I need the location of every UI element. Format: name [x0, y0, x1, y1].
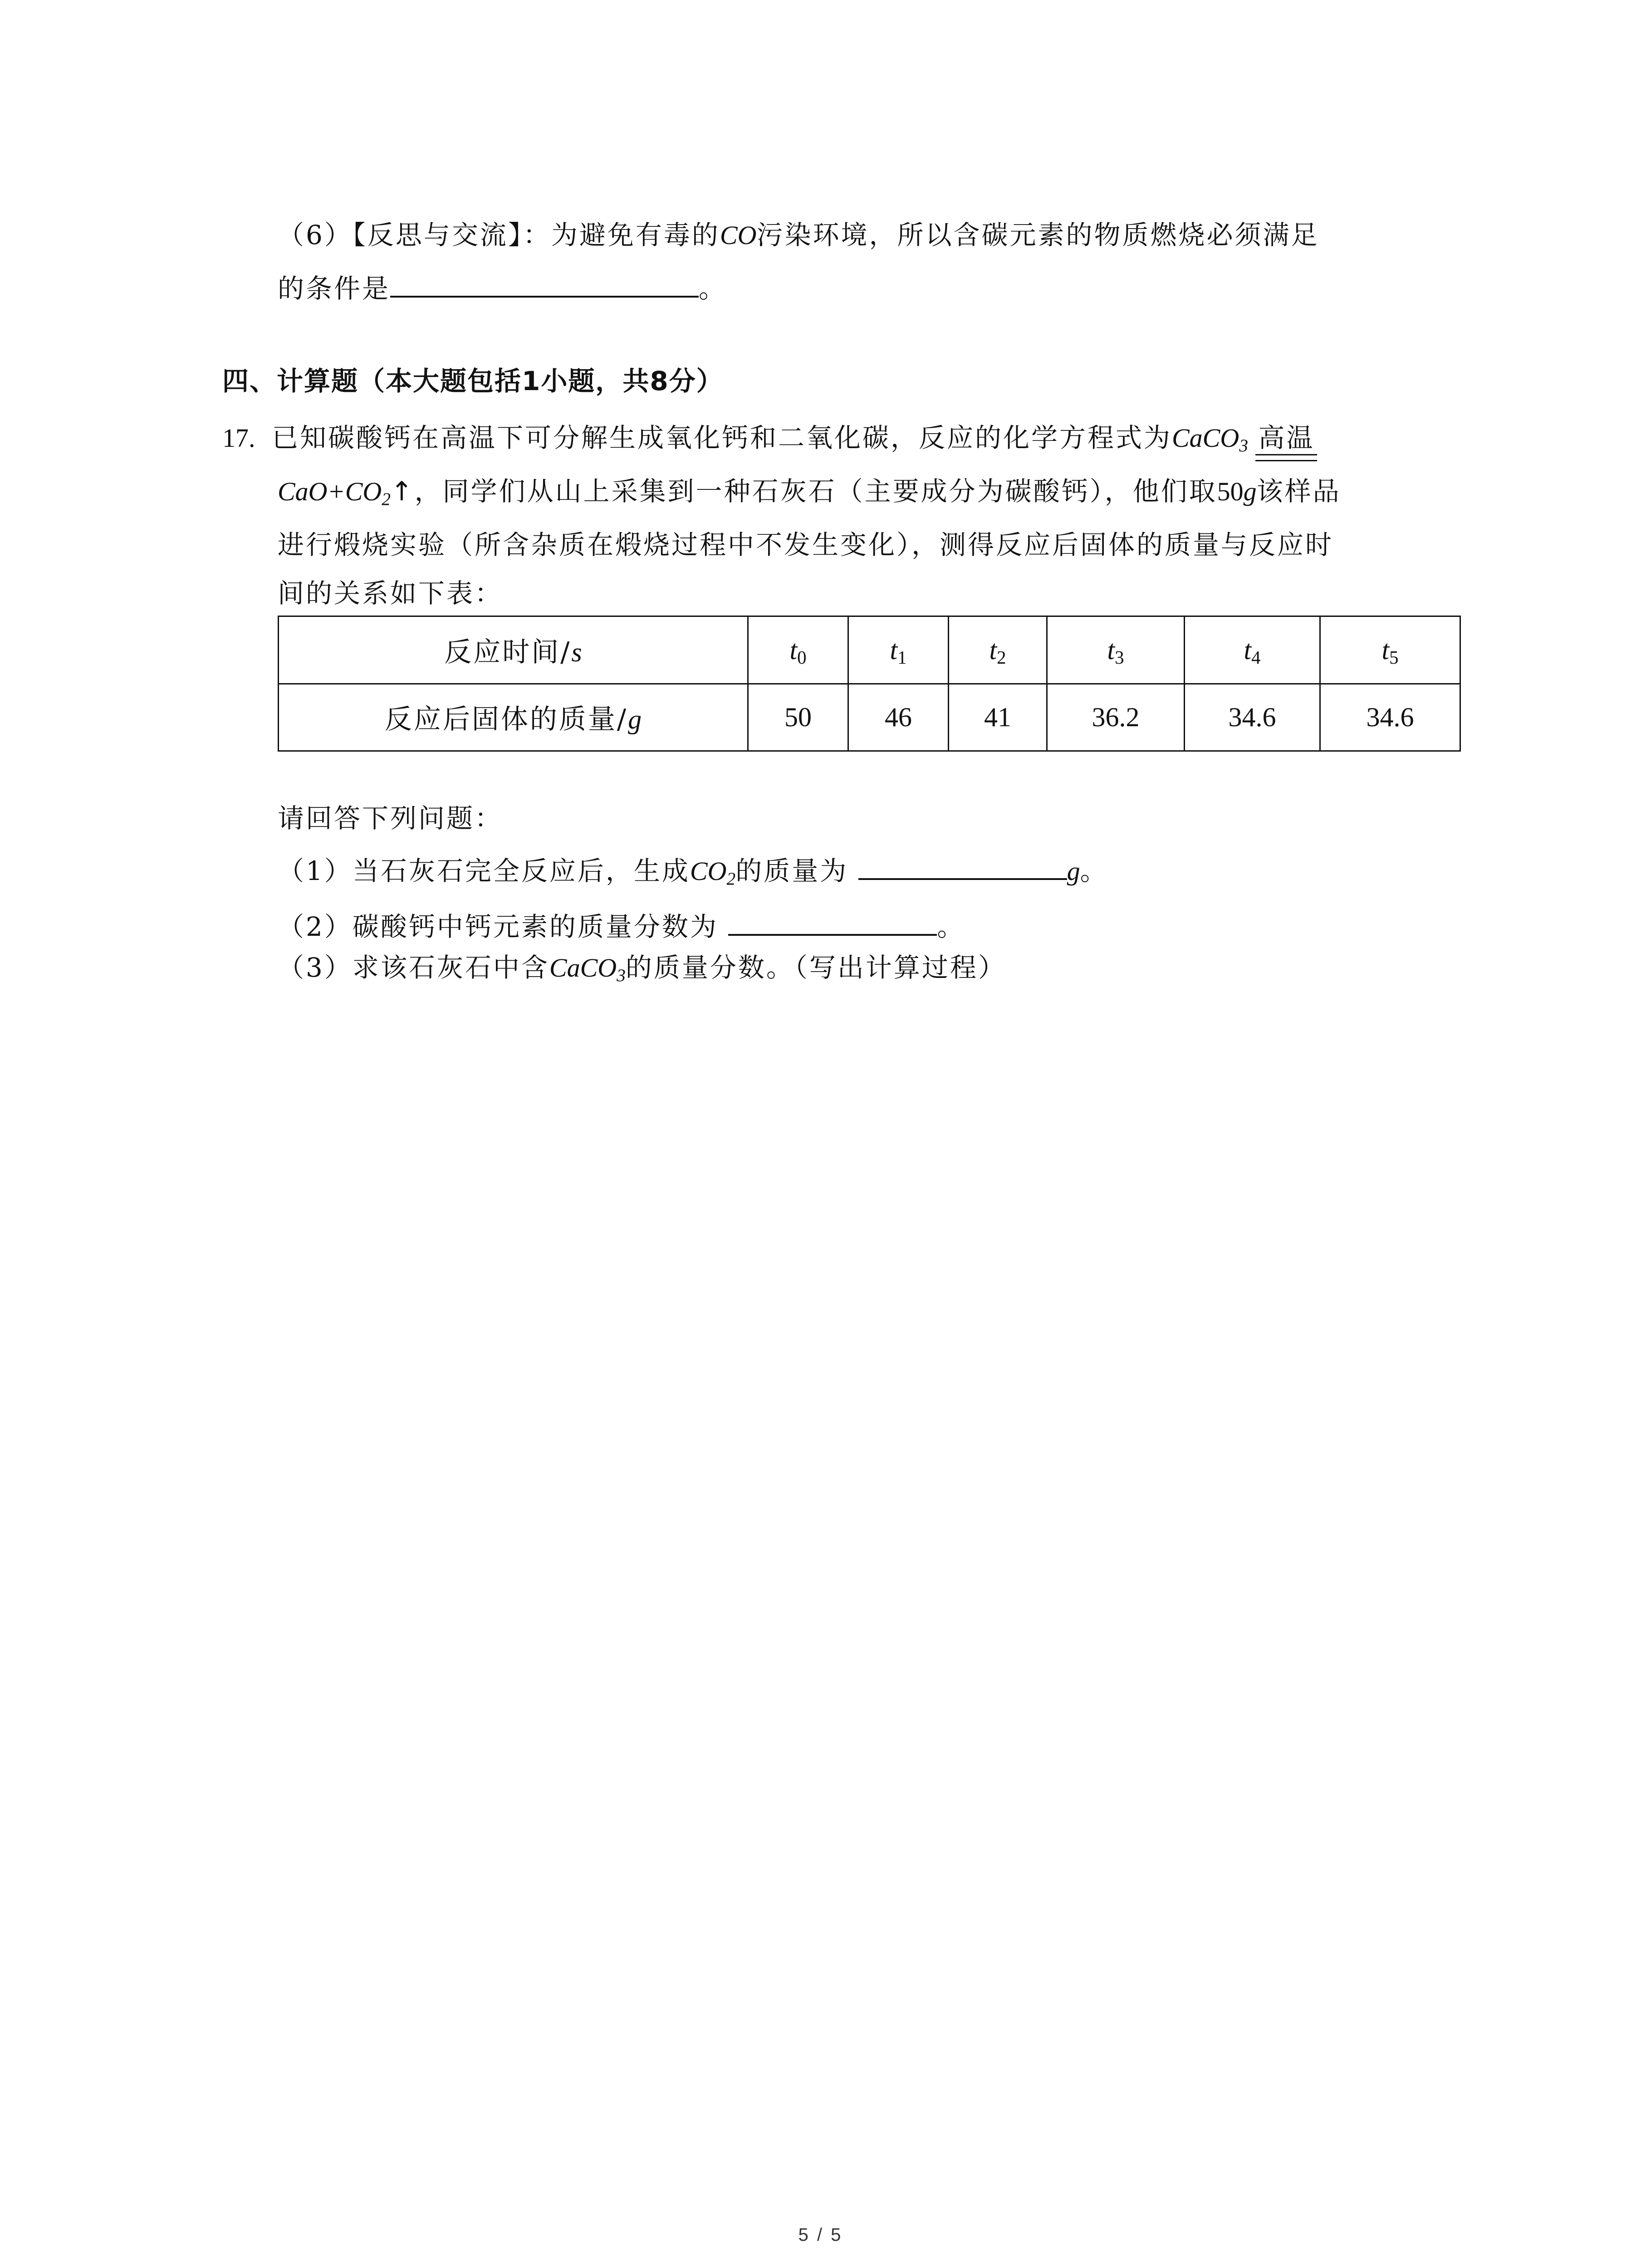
q17-text-4: 进行煅烧实验（所含杂质在煅烧过程中不发生变化），测得反应后固体的质量与反应时: [278, 529, 1334, 560]
page-indicator: 5 / 5: [798, 2225, 843, 2245]
caco3-formula: CaCO$_3$: [1171, 423, 1248, 455]
q16-period: 。: [699, 273, 727, 304]
co-formula: CO: [720, 220, 757, 250]
q16-line-1: [278, 217, 1319, 254]
q17-line-2: [278, 473, 1341, 510]
table-cell-time: $t_0$: [748, 616, 848, 684]
q17-text-5: 间的关系如下表：: [278, 578, 503, 609]
part-1-unit: g: [1067, 856, 1080, 886]
part-2-answer-blank[interactable]: [728, 910, 937, 936]
q17-part-2: （2）碳酸钙中钙元素的质量分数为 。: [278, 911, 965, 942]
q17-line-4: [278, 575, 503, 611]
table-header-mass: 反应后固体的质量/g: [279, 684, 748, 751]
q16-answer-blank[interactable]: [390, 272, 699, 298]
q16-text-b: 污染环境，所以含碳元素的物质燃烧必须满足: [756, 220, 1319, 250]
table-cell-time: $t_2$: [949, 616, 1047, 684]
co2-formula: $CO_2$: [690, 856, 736, 889]
q17-line-1: [222, 420, 1314, 459]
reaction-data-table: [278, 616, 1461, 752]
q17-part-3: （3）求该石灰石中含CaCO$_3$的质量分数。（写出计算过程）: [278, 952, 1006, 985]
q17-line-3: [278, 527, 1333, 563]
table-row: [279, 616, 1460, 684]
caco3-formula: CaCO$_3$: [549, 953, 626, 985]
q16-line-2: [278, 270, 727, 307]
question-number: 17.: [222, 423, 255, 453]
q16-text-c: 的条件是: [278, 273, 391, 304]
table-cell-mass: 34.6: [1185, 684, 1320, 751]
q17-text-1: 已知碳酸钙在高温下可分解生成氧化钙和二氧化碳，反应的化学方程式为: [271, 422, 1172, 453]
q17-part-1: （1）当石灰石完全反应后，生成$CO_2$的质量为 g。: [278, 855, 1108, 889]
sample-unit: g: [1243, 477, 1257, 506]
table-cell-mass: 41: [949, 684, 1047, 751]
table-cell-time: $t_4$: [1185, 616, 1320, 684]
table-cell-mass: 50: [748, 684, 848, 751]
table-cell-time: $t_5$: [1320, 616, 1460, 684]
table-header-time: 反应时间/s: [279, 616, 748, 684]
table-cell-mass: 46: [848, 684, 949, 751]
sample-mass: 50: [1217, 477, 1244, 506]
gas-arrow-icon: ↑: [391, 476, 415, 507]
q17-text-2: ，同学们从山上采集到一种石灰石（主要成分为碳酸钙），他们取: [414, 476, 1217, 507]
part-1-answer-blank[interactable]: [858, 855, 1067, 880]
table-cell-time: $t_1$: [848, 616, 949, 684]
q17-prompt: 请回答下列问题：: [278, 803, 503, 834]
table-cell-mass: 36.2: [1047, 684, 1185, 751]
table-row: [279, 684, 1460, 751]
q17-text-3: 该样品: [1256, 476, 1341, 507]
q16-text-a: （6）【反思与交流】：为避免有毒的: [278, 220, 720, 250]
table-cell-mass: 34.6: [1320, 684, 1460, 751]
section-heading: 四、计算题（本大题包括1小题，共8分）: [222, 366, 724, 396]
products-formula: $CaO+CO_2$: [278, 477, 391, 509]
table-cell-time: $t_3$: [1047, 616, 1185, 684]
reaction-condition: 高温: [1258, 420, 1314, 459]
